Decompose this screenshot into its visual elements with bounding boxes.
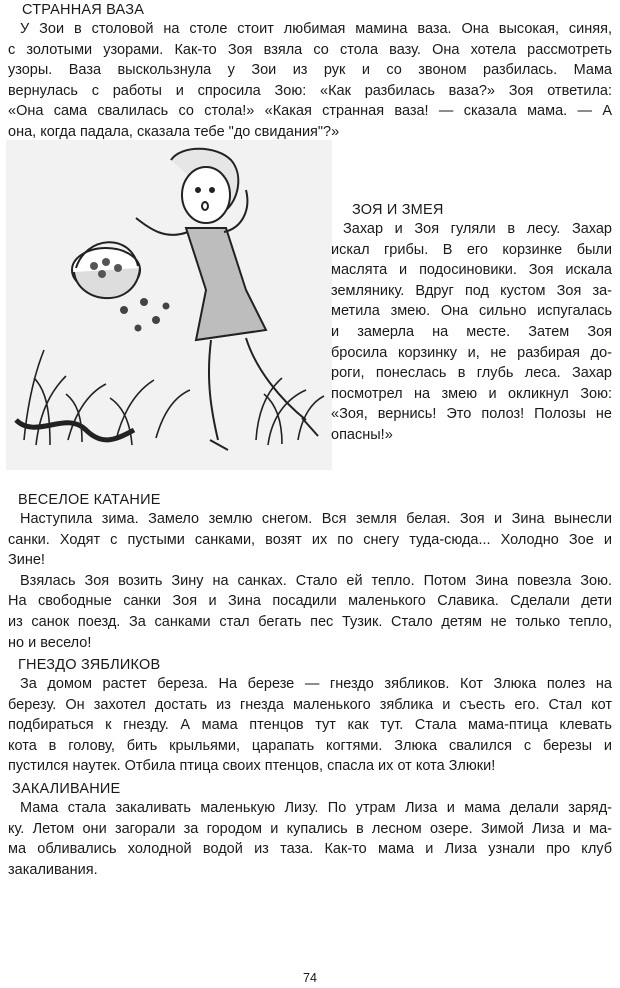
story-text-hardening xyxy=(8,798,612,880)
story-text-strange-vase xyxy=(8,19,612,143)
text-line: с золотыми узорами. Как-то Зоя взяла со стола вазу. Она хотела рассмотреть xyxy=(8,41,612,58)
text-line: ма обливались холодной водой из таза. Как-то мама и Лиза узнали про клуб xyxy=(8,841,612,858)
story-title-zoya-and-snake: ЗОЯ И ЗМЕЯ xyxy=(352,202,444,218)
text-line: искал грибы. В его корзинке были xyxy=(331,241,612,258)
text-line: из санок поезд. За санками стал бегать пес Тузик. Стало детям не только тепло, xyxy=(8,613,612,630)
text-line: Наступила зима. Замело землю снегом. Вся земля белая. Зоя и Зина вынесли xyxy=(20,511,612,527)
illustration-girl-with-basket xyxy=(6,140,332,470)
story-title-strange-vase: СТРАННАЯ ВАЗА xyxy=(22,2,145,18)
text-line: посмотрел на змею и окликнул Зою: xyxy=(331,385,612,402)
text-line: роги, понеслась в глубь леса. Захар xyxy=(331,365,612,382)
text-line: Захар и Зоя гуляли в лесу. Захар xyxy=(343,221,612,237)
text-line: подбираться к гнезду. А мама птенцов тут как тут. Стала мама-птица клевать xyxy=(8,717,612,734)
text-line: ку. Летом они загорали за городом и купались в лесном озере. Зимой Лиза и ма- xyxy=(8,820,612,837)
text-line: она, когда падала, сказала тебе "до свидания"?» xyxy=(8,123,340,140)
story-text-fun-sledding xyxy=(8,509,612,653)
text-line: Мама стала закаливать маленькую Лизу. По утрам Лиза и мама делали заряд- xyxy=(20,800,612,816)
text-line: «Зоя, вернись! Это полоз! Полозы не xyxy=(331,406,612,423)
text-line: маслята и подосиновики. Зоя искала xyxy=(331,262,612,279)
story-title-finch-nest: ГНЕЗДО ЗЯБЛИКОВ xyxy=(18,657,161,673)
text-line: За домом растет береза. На березе — гнездо зябликов. Кот Злюка полез на xyxy=(20,676,612,692)
text-line: кота в голову, бить крыльями, царапать когтями. Злюка свалился с березы и xyxy=(8,737,612,754)
text-line: березу. Он захотел достать из гнезда маленького зяблика и съесть его. Стал кот xyxy=(8,696,612,713)
text-line: метила змею. Она сильно испугалась xyxy=(331,303,612,320)
story-text-finch-nest xyxy=(8,674,612,777)
text-line: пустился наутек. Отбила птица своих птенцов, спасла их от кота Злюки! xyxy=(8,758,496,775)
text-line: Взялась Зоя возить Зину на санках. Стало ей тепло. Потом Зина повезла Зою. xyxy=(20,572,612,589)
story-title-fun-sledding: ВЕСЕЛОЕ КАТАНИЕ xyxy=(18,492,161,508)
text-line: и замерла на месте. Затем Зоя xyxy=(331,323,612,340)
text-line: опасны!» xyxy=(331,426,393,443)
text-line: Зине! xyxy=(8,552,45,569)
text-line: узоры. Ваза выскользнула у Зои из рук и со звоном разбилась. Мама xyxy=(8,62,612,79)
text-line: На свободные санки Зоя и Зина посадили маленького Славика. Сделали дети xyxy=(8,593,612,610)
story-title-hardening: ЗАКАЛИВАНИЕ xyxy=(12,781,121,797)
text-line: но и весело! xyxy=(8,634,92,651)
text-line: вернулась с работы и спросила Зою: «Как разбилась ваза?» Зоя ответила: xyxy=(8,82,612,99)
text-line: санки. Ходят с пустыми санками, возят их по снегу туда-сюда... Холодно Зое и xyxy=(8,531,612,548)
text-line: «Она сама свалилась со стола!» «Какая странная ваза! — сказала мама. — А xyxy=(8,103,612,120)
text-line: закаливания. xyxy=(8,861,98,878)
text-line: землянику. Вдруг под кустом Зоя за- xyxy=(331,282,612,299)
text-line: бросила корзинку и, не разбирая до- xyxy=(331,344,612,361)
text-line: У Зои в столовой на столе стоит любимая мамина ваза. Она высокая, синяя, xyxy=(20,21,612,37)
page-number: 74 xyxy=(303,971,317,985)
story-text-zoya-and-snake xyxy=(331,219,612,446)
